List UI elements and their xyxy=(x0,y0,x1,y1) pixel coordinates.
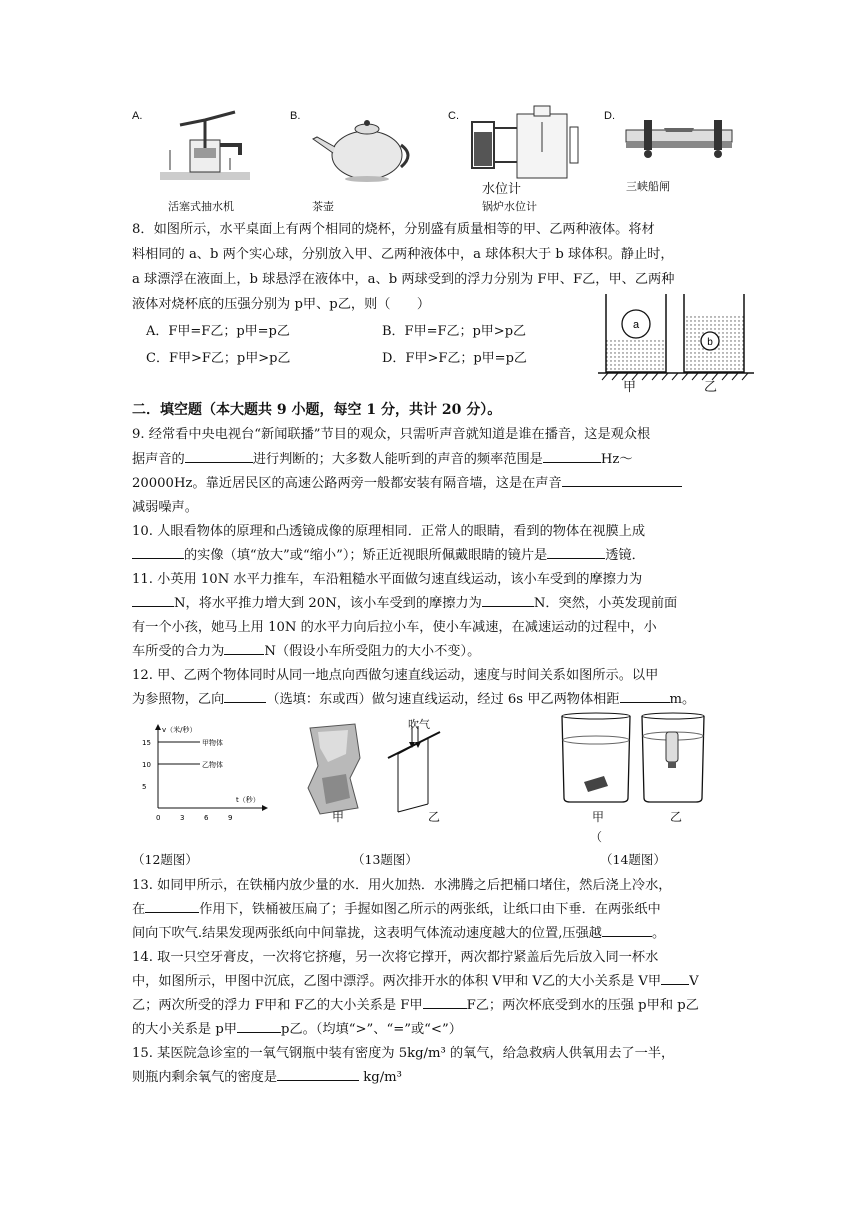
section-2-header: 二．填空题（本大题共 9 小题，每空 1 分，共计 20 分）。 xyxy=(132,402,502,418)
option-b-letter: B. xyxy=(290,110,301,122)
q12-blank-1[interactable] xyxy=(224,690,266,703)
option-d-letter: D. xyxy=(604,110,615,122)
ball-a-label: a xyxy=(632,319,640,331)
water-gauge-label: 水位计 xyxy=(482,182,522,197)
graph-x-tick: 0 xyxy=(156,814,161,822)
q10-line1: 10. 人眼看物体的原理和凸透镜成像的原理相同．正常人的眼睛，看到的物体在视膜上成 xyxy=(132,524,646,539)
graph-x-label: t（秒） xyxy=(236,796,260,804)
q12-line2: 为参照物，乙向 （选填：东或西）做匀速直线运动，经过 6s 甲乙两物体相距 m。 xyxy=(132,692,696,707)
q11-blank-2[interactable] xyxy=(482,594,534,607)
q8-line1: 8．如图所示，水平桌面上有两个相同的烧杯，分别盛有质量相等的甲、乙两种液体。将材 xyxy=(132,222,655,237)
piston-pump-image xyxy=(150,110,260,190)
q13-blank-2[interactable] xyxy=(602,924,652,937)
graph-y-tick: 15 xyxy=(142,739,151,747)
q14-blank-1[interactable] xyxy=(661,972,689,985)
q8-choice-c: C．F甲>F乙；p甲>p乙 xyxy=(146,351,291,366)
fig13-right-label: 乙 xyxy=(428,810,441,824)
graph-y-label: v（米/秒） xyxy=(162,726,197,734)
fig14-left-label: 甲 xyxy=(592,810,605,824)
q9-blank-3[interactable] xyxy=(562,474,682,487)
option-a-letter: A. xyxy=(132,110,143,122)
option-b-caption: 茶壶 xyxy=(312,200,334,213)
teapot-image xyxy=(305,115,415,185)
q9-line1: 9. 经常看中央电视台“新闻联播”节目的观众，只需听声音就知道是谁在播音，这是观众根 xyxy=(132,427,651,442)
q12-blank-2[interactable] xyxy=(620,690,670,703)
q8-line4: 液体对烧杯底的压强分别为 p甲、p乙，则（ ） xyxy=(132,297,431,312)
ball-b-label: b xyxy=(707,337,713,348)
graph-x-tick: 6 xyxy=(204,814,209,822)
option-c-letter: C. xyxy=(448,110,459,122)
q14-blank-2[interactable] xyxy=(423,996,467,1009)
q14-line4: 的大小关系是 p甲 p乙。（均填“>”、“=”或“<”） xyxy=(132,1022,462,1037)
q9-blank-1[interactable] xyxy=(185,450,253,463)
velocity-time-graph xyxy=(138,722,268,830)
graph-y-tick: 5 xyxy=(142,783,147,791)
q8-choice-b: B．F甲=F乙；p甲>p乙 xyxy=(382,324,527,339)
q8-line3: a 球漂浮在液面上，b 球悬浮在液体中，a、b 两球受到的浮力分别为 F甲、F乙，甲、乙两种 xyxy=(132,272,675,287)
option-d-caption: 三峡船闸 xyxy=(626,180,670,193)
fig14-paren: （ xyxy=(590,830,603,844)
graph-y-tick: 10 xyxy=(142,761,151,769)
ship-lock-image xyxy=(624,112,734,162)
graph-series-label: 甲物体 xyxy=(202,739,223,747)
q11-line1: 11. 小英用 10N 水平力推车，车沿粗糙水平面做匀速直线运动，该小车受到的摩擦力为 xyxy=(132,572,643,587)
q15-line1: 15. 某医院急诊室的一氧气钢瓶中装有密度为 5kg/m³ 的氧气，给急救病人供氧用去了一半， xyxy=(132,1046,675,1061)
sunk-toothpaste-tube xyxy=(584,776,608,792)
caption-fig14: （14题图） xyxy=(600,852,666,867)
q9-line3: 20000Hz。靠近居民区的高速公路两旁一般都安装有隔音墙，这是在声音 xyxy=(132,472,682,491)
q12-line1: 12. 甲、乙两个物体同时从同一地点向西做匀速直线运动，速度与时间关系如图所示。以甲 xyxy=(132,668,659,683)
q8-beaker-left-label: 甲 xyxy=(623,380,637,395)
q14-line3: 乙；两次所受的浮力 F甲和 F乙的大小关系是 F甲 F乙；两次杯底受到水的压强 p甲和 p乙 xyxy=(132,998,699,1013)
q11-line3: 有一个小孩，她马上用 10N 的水平力向后拉小车，使小车减速，在减速运动的过程中，小 xyxy=(132,620,657,635)
fig14-beakers xyxy=(556,712,706,806)
q15-line2: 则瓶内剩余氧气的密度是 kg/m³ xyxy=(132,1070,402,1085)
q8-beaker-right-label: 乙 xyxy=(704,380,718,395)
q10-blank-1[interactable] xyxy=(132,546,184,559)
q10-blank-2[interactable] xyxy=(547,546,605,559)
q11-line2: N，将水平推力增大到 20N，该小车受到的摩擦力为 N．突然，小英发现前面 xyxy=(132,592,677,611)
graph-series-label: 乙物体 xyxy=(202,761,223,769)
q11-blank-1[interactable] xyxy=(132,594,174,607)
q14-blank-3[interactable] xyxy=(237,1020,281,1033)
q14-line2: 中，如图所示，甲图中沉底，乙图中漂浮。两次排开水的体积 V甲和 V乙的大小关系是 V甲 V xyxy=(132,974,699,989)
q8-line2: 料相同的 a、b 两个实心球，分别放入甲、乙两种液体中，a 球体积大于 b 球体积。静止时， xyxy=(132,247,674,262)
q14-line1: 14. 取一只空牙膏皮，一次将它挤瘪，另一次将它撑开，两次都拧紧盖后先后放入同一杯水 xyxy=(132,950,659,965)
q8-choice-a: A．F甲=F乙；p甲=p乙 xyxy=(146,324,290,339)
caption-fig13: （13题图） xyxy=(352,852,418,867)
q11-line4: 车所受的合力为 N（假设小车所受阻力的大小不变）。 xyxy=(132,644,481,659)
q8-beaker-figure xyxy=(598,292,754,390)
q13-line3: 间向下吹气.结果发现两张纸向中间靠拢，这表明气体流动速度越大的位置,压强越 。 xyxy=(132,926,666,941)
q9-blank-2[interactable] xyxy=(543,450,601,463)
fig14-right-label: 乙 xyxy=(670,810,683,824)
graph-x-tick: 9 xyxy=(228,814,233,822)
q15-blank-1[interactable] xyxy=(277,1068,359,1081)
q13-line2: 在 作用下，铁桶被压扁了；手握如图乙所示的两张纸，让纸口由下垂．在两张纸中 xyxy=(132,902,661,917)
floating-toothpaste-tube xyxy=(666,732,678,762)
caption-fig12: （12题图） xyxy=(132,852,198,867)
q8-choice-d: D．F甲>F乙；p甲=p乙 xyxy=(382,351,527,366)
option-a-caption: 活塞式抽水机 xyxy=(168,200,234,213)
q10-line2: 的实像（填“放大”或“缩小”）；矫正近视眼所佩戴眼睛的镜片是 透镜． xyxy=(132,544,645,563)
q9-line4: 减弱噪声。 xyxy=(132,500,198,515)
option-c-caption: 锅炉水位计 xyxy=(482,200,537,213)
fig13-blow-label: 吹气 xyxy=(408,718,430,731)
graph-x-tick: 3 xyxy=(180,814,185,822)
q13-line1: 13. 如同甲所示，在铁桶内放少量的水．用火加热．水沸腾之后把桶口堵住，然后浇上冷水， xyxy=(132,878,672,893)
fig13-left-label: 甲 xyxy=(332,810,345,824)
q9-line2: 据声音的 进行判断的；大多数人能听到的声音的频率范围是 Hz～ xyxy=(132,452,633,467)
boiler-gauge-image xyxy=(462,102,582,180)
q11-blank-3[interactable] xyxy=(224,642,264,655)
q13-blank-1[interactable] xyxy=(145,900,199,913)
